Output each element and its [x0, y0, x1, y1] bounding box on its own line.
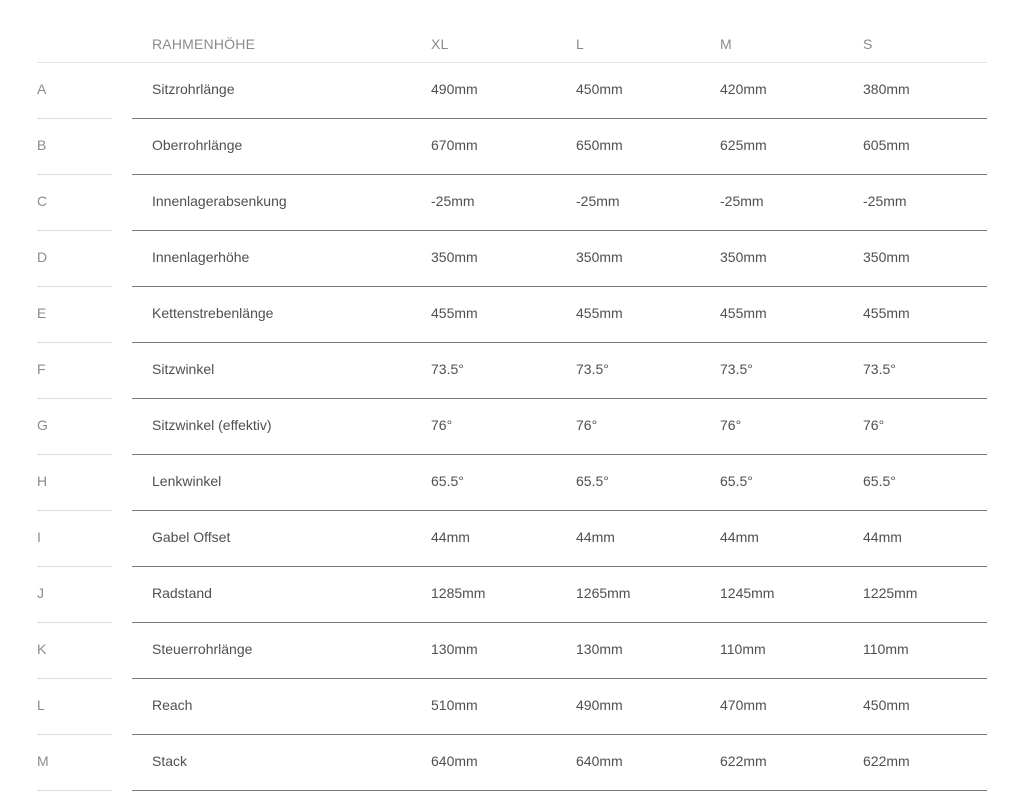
value-xl: 640mm [431, 753, 478, 769]
value-l: -25mm [576, 193, 620, 209]
value-m: 110mm [720, 641, 766, 657]
table-row [37, 343, 987, 399]
row-letter: K [37, 623, 112, 679]
value-l: 44mm [576, 529, 615, 545]
value-l: 490mm [576, 697, 623, 713]
row-label: Innenlagerabsenkung [152, 193, 287, 209]
value-l: 640mm [576, 753, 623, 769]
table-row [37, 399, 987, 455]
value-xl: 130mm [431, 641, 478, 657]
value-m: 65.5° [720, 473, 753, 489]
row-label: Sitzwinkel (effektiv) [152, 417, 272, 433]
value-xl: 350mm [431, 249, 478, 265]
row-letter: B [37, 119, 112, 175]
value-m: 470mm [720, 697, 767, 713]
value-s: 44mm [863, 529, 902, 545]
value-xl: 490mm [431, 81, 478, 97]
value-xl: 44mm [431, 529, 470, 545]
row-label: Sitzrohrlänge [152, 81, 235, 97]
value-s: 450mm [863, 697, 910, 713]
table-header [37, 26, 987, 63]
value-l: 130mm [576, 641, 623, 657]
value-m: 44mm [720, 529, 759, 545]
value-s: 455mm [863, 305, 910, 321]
value-l: 650mm [576, 137, 623, 153]
row-letter: M [37, 735, 112, 791]
table-body [37, 63, 987, 791]
table-row [37, 679, 987, 735]
row-label: Stack [152, 753, 188, 769]
table-row [37, 567, 987, 623]
value-s: 1225mm [863, 585, 918, 601]
table-row [37, 231, 987, 287]
value-s: 350mm [863, 249, 910, 265]
value-s: 73.5° [863, 361, 896, 377]
value-m: 1245mm [720, 585, 775, 601]
row-letter: I [37, 511, 112, 567]
row-label: Lenkwinkel [152, 473, 222, 489]
row-letter: G [37, 399, 112, 455]
table-row [37, 735, 987, 791]
value-m: 76° [720, 417, 742, 433]
row-label: Oberrohrlänge [152, 137, 243, 153]
row-divider [132, 790, 987, 791]
header-size-m: M [720, 36, 732, 52]
row-label: Radstand [152, 585, 212, 601]
value-l: 1265mm [576, 585, 631, 601]
value-xl: 65.5° [431, 473, 464, 489]
value-s: 622mm [863, 753, 910, 769]
header-size-l: L [576, 36, 584, 52]
row-letter: C [37, 175, 112, 231]
row-label: Innenlagerhöhe [152, 249, 250, 265]
value-m: -25mm [720, 193, 764, 209]
value-s: 76° [863, 417, 885, 433]
row-label: Sitzwinkel [152, 361, 215, 377]
value-m: 73.5° [720, 361, 753, 377]
value-s: 605mm [863, 137, 910, 153]
value-s: -25mm [863, 193, 907, 209]
value-xl: 670mm [431, 137, 478, 153]
value-xl: 1285mm [431, 585, 486, 601]
value-l: 73.5° [576, 361, 609, 377]
row-letter: H [37, 455, 112, 511]
value-m: 622mm [720, 753, 767, 769]
row-letter: J [37, 567, 112, 623]
header-size-s: S [863, 36, 873, 52]
value-m: 625mm [720, 137, 767, 153]
value-s: 65.5° [863, 473, 896, 489]
geometry-table [37, 26, 987, 791]
table-row [37, 63, 987, 119]
row-letter: L [37, 679, 112, 735]
value-xl: 73.5° [431, 361, 464, 377]
value-m: 350mm [720, 249, 767, 265]
table-row [37, 287, 987, 343]
value-xl: -25mm [431, 193, 475, 209]
row-letter: A [37, 63, 112, 119]
value-l: 65.5° [576, 473, 609, 489]
table-row [37, 511, 987, 567]
row-letter: D [37, 231, 112, 287]
table-row [37, 623, 987, 679]
value-xl: 510mm [431, 697, 478, 713]
row-letter: E [37, 287, 112, 343]
row-label: Steuerrohrlänge [152, 641, 253, 657]
header-frame-size: RAHMENHÖHE [152, 36, 256, 52]
value-xl: 455mm [431, 305, 478, 321]
row-label: Reach [152, 697, 193, 713]
row-letter: F [37, 343, 112, 399]
header-size-xl: XL [431, 36, 449, 52]
value-m: 455mm [720, 305, 767, 321]
value-s: 380mm [863, 81, 910, 97]
value-l: 450mm [576, 81, 623, 97]
value-m: 420mm [720, 81, 767, 97]
table-row [37, 175, 987, 231]
row-label: Gabel Offset [152, 529, 231, 545]
row-label: Kettenstrebenlänge [152, 305, 274, 321]
value-l: 350mm [576, 249, 623, 265]
value-xl: 76° [431, 417, 453, 433]
table-row [37, 455, 987, 511]
value-l: 455mm [576, 305, 623, 321]
value-s: 110mm [863, 641, 909, 657]
value-l: 76° [576, 417, 598, 433]
table-row [37, 119, 987, 175]
